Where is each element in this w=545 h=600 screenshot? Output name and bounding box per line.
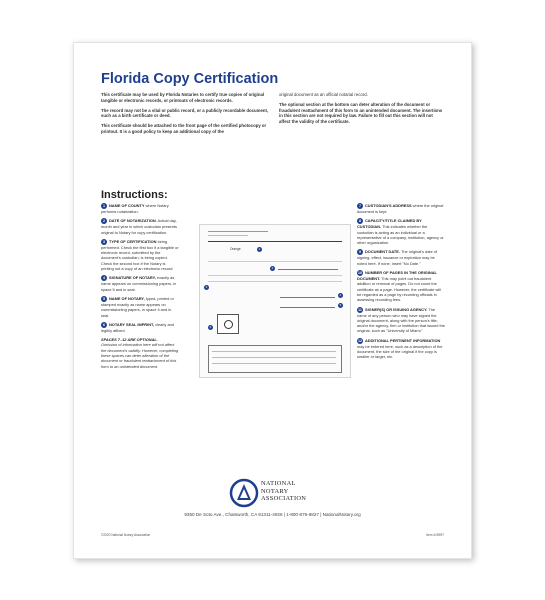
instructions-left-column [101,203,179,373]
form-number: Item #19997 [426,533,444,537]
step-number-badge: 2 [103,219,105,224]
intro-paragraph: This certificate may be used by Florida Notaries to certify true copies of original tangible or electronic records, or printouts of electronic records. [101,92,265,103]
instructions-heading: Instructions: [101,189,168,201]
instruction-heading: SIGNER(S) OR ISSUING AGENCY. [365,306,428,312]
contact-address: 9350 De Soto Ave., Chatsworth, CA 91311-4926 | 1-800-876-6827 | NationalNotary.org [184,512,361,517]
instruction-text: where the original document is kept. [357,203,444,214]
copyright-notice: ©2020 National Notary Association [101,533,151,537]
thumbnail-line [278,269,338,270]
step-number-badge: 10 [358,271,362,276]
instruction-text: clearly and legibly affixed. [101,321,174,333]
step-number-badge: 5 [103,296,105,301]
instructions-right-column [357,203,445,364]
instruction-item [101,296,179,318]
org-name-line: ASSOCIATION [261,495,307,503]
optional-note [101,337,179,369]
org-name-line: NATIONAL [261,480,296,487]
instruction-text: typed, printed or stamped exactly as name appears on commissioning papers, in space 4 and in seal. [101,296,174,318]
intro-paragraph: This certificate should be attached to the front page of the certified photocopy or printout. It is a good policy to keep an additional copy of the [101,123,267,134]
nna-logo-icon [229,478,259,508]
instruction-item [357,249,445,266]
instruction-text: This may point out fraudulent addition or removal of pages. Do not count the certificate as a page. However, the certificate will be regarded as a page by recording officials in assessing recording fees. [357,276,441,303]
step-marker: 6 [209,325,212,329]
optional-text: Omission of information here will not affect the document's validity. However, completing these spaces can deter alteration of the document or fraudulent reattachment of this form to an unintended document. [101,342,179,369]
step-number-badge: 11 [358,307,362,312]
instruction-text: may be entered here, such as a description of the document, the size of the original if the copy is smaller or larger, etc. [357,343,443,360]
instruction-item [357,270,445,302]
instruction-item [357,218,445,245]
instruction-text: The name of any person who may have signed the original document, along with the person's title, and/or the agency, firm or institution that issued the original, such as "University of Miami." [357,306,445,334]
instruction-item [357,307,445,334]
thumbnail-rule [208,241,342,242]
thumbnail-line [208,281,342,282]
org-name-line: NOTARY [261,487,289,495]
instruction-item [101,203,179,214]
instruction-heading: NUMBER OF PAGES IN THE ORIGINAL DOCUMENT. [357,270,437,282]
instruction-item [101,322,179,333]
instruction-heading: NAME OF NOTARY, [109,296,145,301]
instruction-text: The original's date of signing, effect, issuance or expiration may be noted here. If none, insert "No Date." [357,249,437,266]
instruction-heading: DATE OF NOTARIZATION. [109,218,157,224]
instruction-heading: CUSTODIAN'S ADDRESS [365,203,412,209]
instruction-text: where Notary performs notarization. [101,203,169,214]
intro-left-column [101,92,271,139]
step-marker: 2 [271,266,274,270]
step-marker: 5 [339,303,342,307]
step-marker: 3 [205,285,208,289]
notary-seal-sample [217,314,239,334]
step-marker: 4 [339,293,342,297]
instruction-heading: NAME OF COUNTY [109,203,145,209]
step-number-badge: 8 [359,219,361,224]
instruction-text: This indicates whether the custodian is acting as an individual or a representative of a company, institution, agency or other organization. [357,224,444,246]
thumbnail-line [208,261,342,262]
instruction-item [101,239,179,271]
instruction-item [357,338,445,360]
step-number-badge: 6 [103,322,105,327]
instruction-item [357,203,445,214]
thumbnail-line [208,231,268,232]
instruction-heading: ADDITIONAL PERTINENT INFORMATION [365,337,441,343]
instruction-heading: CAPACITY/TITLE CLAIMED BY CUSTODIAN. [357,218,422,230]
instruction-item [101,218,179,235]
optional-section-box [208,345,342,373]
thumbnail-line [208,235,248,236]
intro-paragraph: The optional section at the bottom can deter alteration of the document or fraudulent reattachment of this form to an unintended document. The insertions in this section are not required by law. Failure to fill out this section will not affect the validity of the certificate. [279,101,443,125]
signature-line [280,297,335,298]
thumbnail-line [212,351,336,352]
step-marker: 1 [258,247,261,251]
step-number-badge: 9 [359,250,361,255]
thumbnail-line [212,363,336,364]
optional-heading: SPACES 7–12 ARE OPTIONAL. [101,337,158,343]
intro-paragraph: original document as an official notarial record. [279,92,368,97]
intro-right-column [279,92,444,129]
step-number-badge: 4 [103,276,105,281]
name-line [280,307,335,308]
document-page [73,42,472,559]
step-number-badge: 7 [359,204,361,208]
instruction-heading: SIGNATURE OF NOTARY, [109,275,156,281]
step-number-badge: 1 [103,204,105,208]
page-title: Florida Copy Certification [101,71,279,87]
instruction-text: being performed. Check the first box if a tangible or electronic record, submitted by the document's custodian, is being copied. Check the second box if the Notary is printing out a copy of an electronic record. [101,238,179,272]
instruction-heading: NOTARY SEAL IMPRINT, [109,321,155,327]
step-number-badge: 12 [358,338,362,343]
intro-paragraph: The record may not be a vital or public record, or a publicly recordable document, such as a birth certificate or deed. [101,107,269,119]
instruction-heading: TYPE OF CERTIFICATION [109,238,157,244]
instruction-heading: DOCUMENT DATE. [365,249,400,255]
thumbnail-line [208,275,342,276]
thumbnail-line [212,357,336,358]
instruction-text: Actual day, month and year in which custodian presents original to Notary for copy certification. [101,218,177,235]
sample-county-value: Orange [230,247,241,251]
sample-certificate-thumbnail [199,224,351,378]
step-number-badge: 3 [103,239,105,244]
instruction-text: exactly as name appears on commissioning papers, in space 5 and in seal. [101,275,177,292]
org-name [261,480,306,503]
instruction-item [101,275,179,292]
